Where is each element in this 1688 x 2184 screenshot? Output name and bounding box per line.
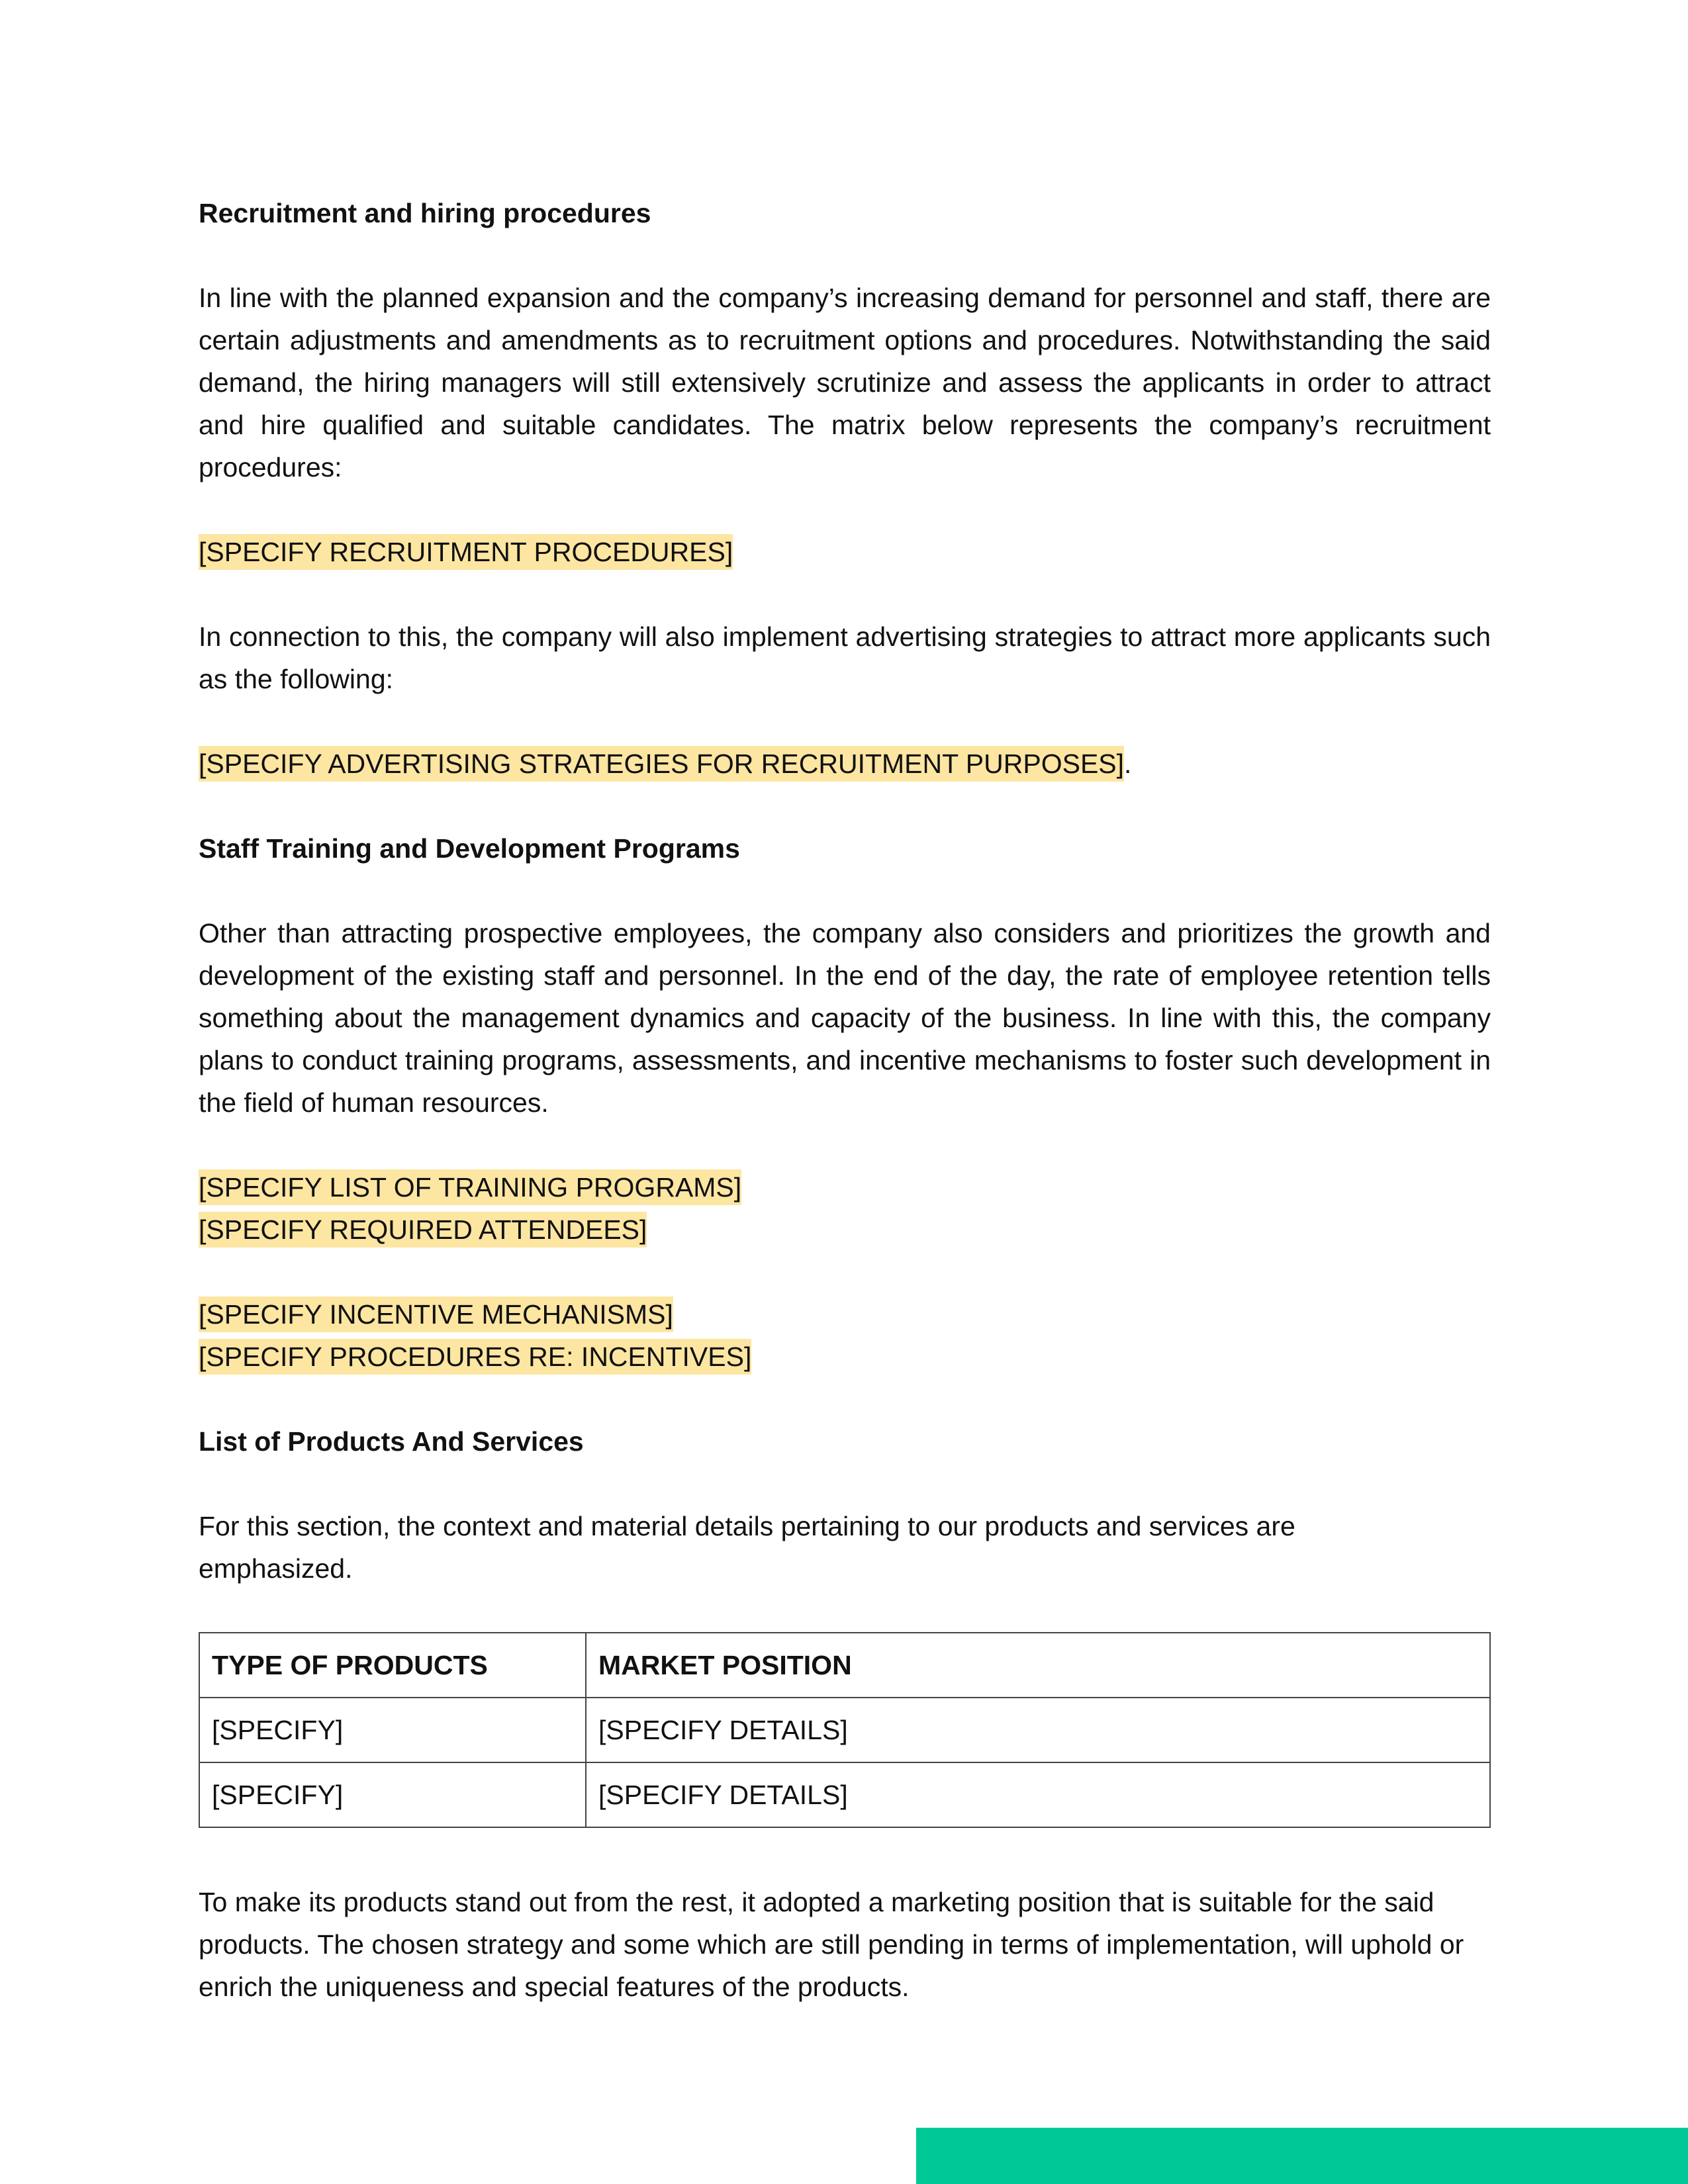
products-paragraph-line1: For this section, the context and material details pertaining to our products and services are	[199, 1511, 1295, 1541]
advertising-placeholder-line	[199, 743, 1491, 785]
closing-paragraph: To make its products stand out from the rest, it adopted a marketing position that is suitable for the said products. The chosen strategy and some which are still pending in terms of implementation, will uphold or enrich the uniqueness and special features of the products.	[199, 1887, 1464, 2002]
table-cell: [SPECIFY]	[199, 1698, 586, 1762]
spacer	[199, 1251, 1491, 1293]
spacer	[199, 1590, 1491, 1621]
spacer	[199, 1463, 1491, 1505]
table-header-market-position: MARKET POSITION	[586, 1633, 1490, 1698]
spacer	[199, 488, 1491, 531]
table-cell: [SPECIFY]	[199, 1762, 586, 1827]
training-programs-placeholder: [SPECIFY LIST OF TRAINING PROGRAMS]	[199, 1169, 741, 1205]
spacer	[199, 870, 1491, 912]
document-page	[199, 192, 1491, 2008]
table-cell: [SPECIFY DETAILS]	[586, 1762, 1490, 1827]
products-heading: List of Products And Services	[199, 1426, 584, 1457]
advertising-paragraph: In connection to this, the company will also implement advertising strategies to attract more applicants such as the following:	[199, 621, 1491, 694]
recruitment-placeholder: [SPECIFY RECRUITMENT PROCEDURES]	[199, 534, 733, 570]
recruitment-paragraph: In line with the planned expansion and the company’s increasing demand for personnel and staff, there are certain adjustments and amendments as to recruitment options and procedures. Notwithstanding the said demand, the hiring managers will still extensively scrutinize and assess the applicants in order to attract and hire qualified and suitable candidates. The matrix below represents the company’s recruitment procedures:	[199, 283, 1491, 482]
advertising-placeholder: [SPECIFY ADVERTISING STRATEGIES FOR RECRUITMENT PURPOSES]	[199, 746, 1124, 782]
spacer	[199, 785, 1491, 827]
training-placeholder-line	[199, 1166, 1491, 1208]
incentive-placeholder-line	[199, 1293, 1491, 1336]
incentive-procedures-placeholder: [SPECIFY PROCEDURES RE: INCENTIVES]	[199, 1339, 751, 1375]
spacer	[199, 234, 1491, 277]
table-header-type: TYPE OF PRODUCTS	[199, 1633, 586, 1698]
spacer	[199, 700, 1491, 743]
incentive-mechanisms-placeholder: [SPECIFY INCENTIVE MECHANISMS]	[199, 1297, 673, 1332]
table-row	[199, 1698, 1490, 1762]
table-header-row	[199, 1633, 1490, 1698]
table-cell: [SPECIFY DETAILS]	[586, 1698, 1490, 1762]
spacer	[199, 573, 1491, 615]
products-table	[199, 1632, 1491, 1828]
training-placeholder-line	[199, 1208, 1491, 1251]
table-row	[199, 1762, 1490, 1827]
spacer	[199, 1828, 1491, 1881]
training-paragraph: Other than attracting prospective employees, the company also considers and prioritizes the growth and development of the existing staff and personnel. In the end of the day, the rate of employee retention tells something about the management dynamics and capacity of the business. In line with this, the company plans to conduct training programs, assessments, and incentive mechanisms to foster such development in the field of human resources.	[199, 918, 1491, 1118]
spacer	[199, 1378, 1491, 1420]
recruitment-placeholder-line	[199, 531, 1491, 573]
advertising-suffix: .	[1124, 749, 1132, 779]
incentive-placeholder-line	[199, 1336, 1491, 1378]
footer-accent-bar	[916, 2128, 1688, 2184]
training-heading: Staff Training and Development Programs	[199, 833, 740, 864]
required-attendees-placeholder: [SPECIFY REQUIRED ATTENDEES]	[199, 1212, 647, 1248]
spacer	[199, 1124, 1491, 1166]
products-paragraph-line2: emphasized.	[199, 1553, 353, 1584]
recruitment-heading: Recruitment and hiring procedures	[199, 198, 651, 228]
